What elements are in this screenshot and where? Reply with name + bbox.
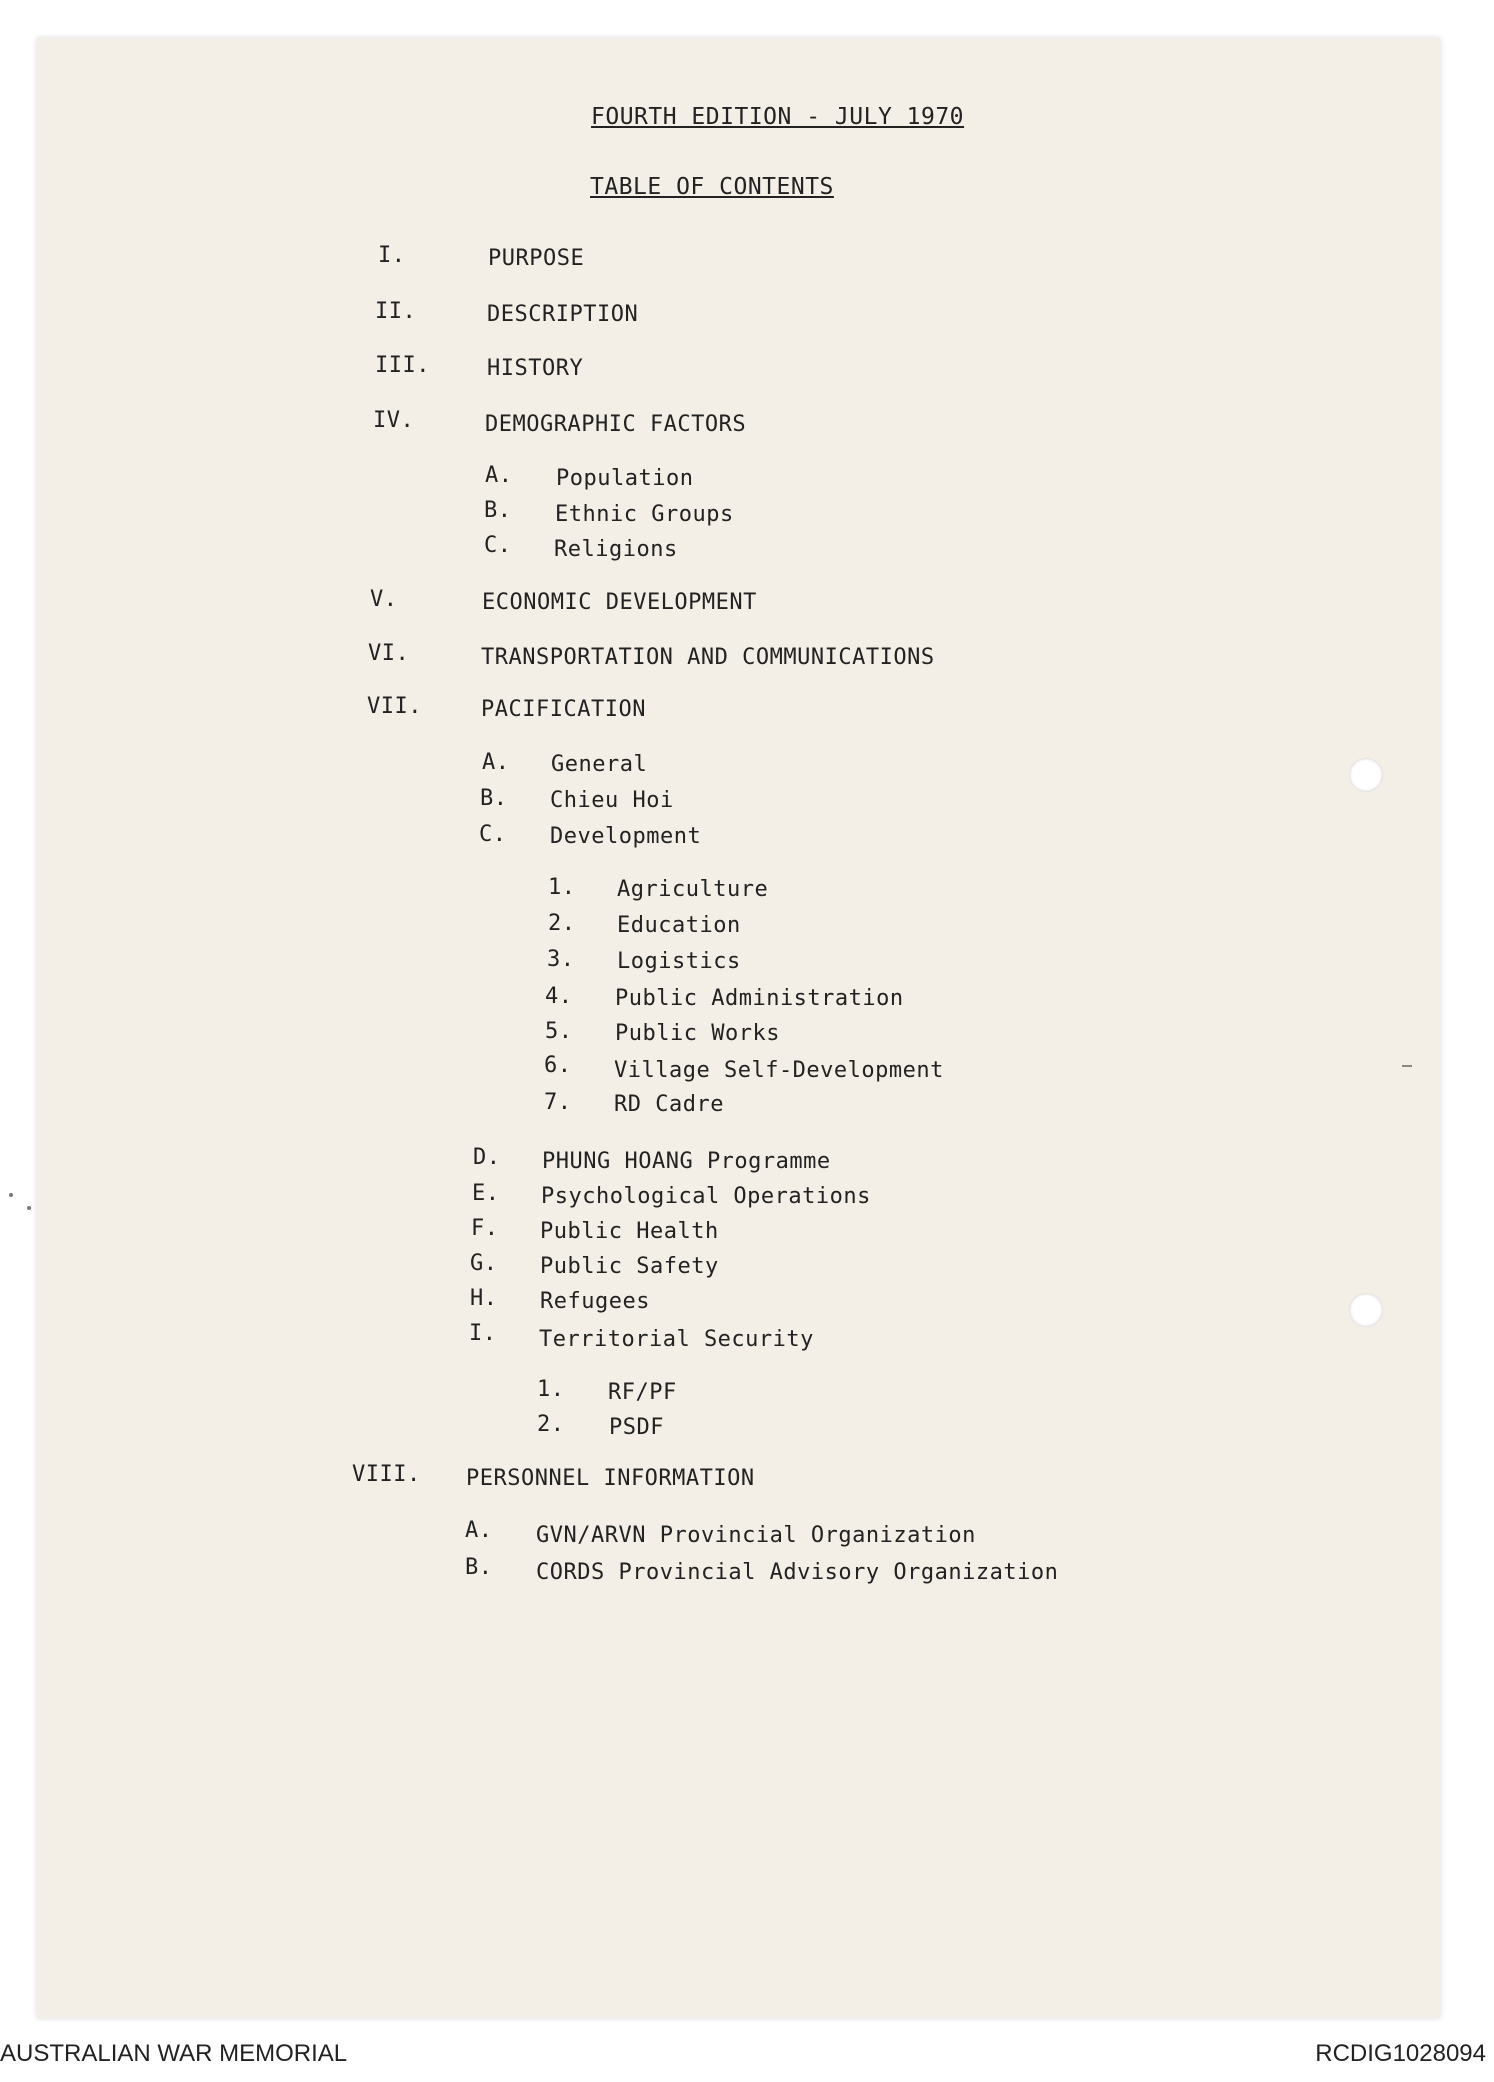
toc-label: PURPOSE: [488, 246, 585, 271]
toc-label: RF/PF: [608, 1380, 677, 1405]
toc-label: TRANSPORTATION AND COMMUNICATIONS: [481, 645, 935, 670]
toc-label: Public Works: [615, 1021, 780, 1046]
toc-label: Village Self-Development: [614, 1058, 944, 1083]
punch-hole: [1349, 758, 1383, 792]
toc-num: F.: [471, 1216, 499, 1241]
archive-credit: AUSTRALIAN WAR MEMORIAL: [0, 2040, 348, 2067]
punch-hole: [1349, 1293, 1383, 1327]
toc-num: VIII.: [352, 1462, 421, 1487]
toc-label: GVN/ARVN Provincial Organization: [536, 1523, 976, 1548]
toc-label: Refugees: [540, 1289, 650, 1314]
toc-label: DEMOGRAPHIC FACTORS: [485, 412, 747, 437]
toc-num: VI.: [368, 641, 410, 666]
toc-label: PSDF: [609, 1415, 664, 1440]
toc-label: Ethnic Groups: [555, 502, 734, 527]
toc-num: III.: [375, 353, 430, 378]
toc-num: I.: [378, 243, 406, 268]
toc-num: 2.: [548, 911, 576, 936]
toc-num: H.: [470, 1286, 498, 1311]
toc-num: V.: [370, 587, 398, 612]
toc-label: HISTORY: [487, 356, 584, 381]
toc-num: C.: [484, 533, 512, 558]
toc-num: I.: [469, 1321, 497, 1346]
toc-num: A.: [485, 463, 513, 488]
toc-label: DESCRIPTION: [487, 302, 639, 327]
toc-label: Psychological Operations: [541, 1184, 871, 1209]
toc-label: RD Cadre: [614, 1092, 724, 1117]
toc-num: 5.: [545, 1019, 573, 1044]
toc-num: B.: [480, 786, 508, 811]
toc-num: 4.: [545, 984, 573, 1009]
toc-label: Agriculture: [617, 877, 769, 902]
toc-num: A.: [465, 1518, 493, 1543]
toc-num: 7.: [544, 1090, 572, 1115]
toc-label: Public Administration: [615, 986, 904, 1011]
toc-label: Chieu Hoi: [550, 788, 674, 813]
toc-label: ECONOMIC DEVELOPMENT: [482, 590, 757, 615]
toc-num: B.: [484, 498, 512, 523]
toc-label: Religions: [554, 537, 678, 562]
toc-label: Development: [550, 824, 702, 849]
archive-id: RCDIG1028094: [1315, 2040, 1486, 2067]
toc-label: PACIFICATION: [481, 697, 646, 722]
toc-num: II.: [375, 299, 417, 324]
toc-num: VII.: [367, 694, 422, 719]
toc-num: 1.: [537, 1377, 565, 1402]
edition-heading: FOURTH EDITION - JULY 1970: [591, 104, 965, 130]
toc-label: Population: [556, 466, 694, 491]
toc-label: Public Health: [540, 1219, 719, 1244]
toc-num: 1.: [548, 875, 576, 900]
toc-label: CORDS Provincial Advisory Organization: [536, 1560, 1059, 1585]
toc-label: Logistics: [617, 949, 741, 974]
toc-num: A.: [482, 750, 510, 775]
edge-mark: [1402, 1065, 1412, 1067]
toc-num: 2.: [537, 1412, 565, 1437]
toc-label: General: [551, 752, 648, 777]
stray-mark: [9, 1193, 13, 1197]
toc-num: E.: [472, 1181, 500, 1206]
toc-label: Territorial Security: [539, 1327, 814, 1352]
toc-label: Education: [617, 913, 741, 938]
toc-label: PHUNG HOANG Programme: [542, 1149, 831, 1174]
toc-label: Public Safety: [540, 1254, 719, 1279]
toc-num: IV.: [373, 408, 415, 433]
page-title: TABLE OF CONTENTS: [590, 174, 834, 200]
toc-num: 3.: [547, 947, 575, 972]
toc-label: PERSONNEL INFORMATION: [466, 1466, 755, 1491]
toc-num: B.: [465, 1555, 493, 1580]
stray-mark: [27, 1206, 31, 1210]
toc-num: 6.: [544, 1053, 572, 1078]
toc-num: D.: [473, 1145, 501, 1170]
toc-num: G.: [470, 1251, 498, 1276]
toc-num: C.: [479, 822, 507, 847]
